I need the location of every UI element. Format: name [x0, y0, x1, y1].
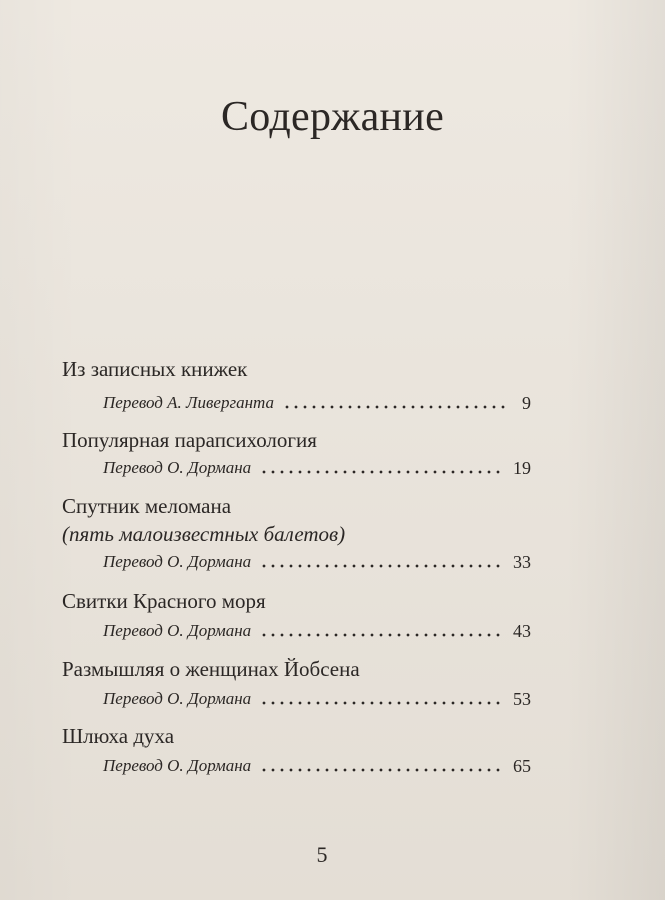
toc-entry-title: Популярная парапсихология [62, 428, 317, 452]
toc-entry-page-number: 9 [522, 393, 531, 413]
toc-entry-translator: Перевод О. Дормана [103, 621, 252, 640]
toc-entry-title: Размышляя о женщинах Йобсена [62, 657, 360, 681]
toc-entry-translator-line [103, 551, 531, 573]
toc-entry-translator-line [103, 457, 531, 479]
toc-entry-translator: Перевод А. Ливерганта [103, 393, 275, 412]
page-title: Содержание [220, 94, 445, 140]
toc-entry-page-number: 53 [513, 689, 531, 709]
dot-leader [262, 564, 501, 568]
toc-entry-page-number: 19 [513, 458, 531, 478]
toc-entry-page-number: 43 [513, 621, 531, 641]
toc-entry-title: Шлюха духа [62, 724, 175, 748]
toc-entry-page-number: 33 [513, 552, 531, 572]
toc-entry-subtitle: (пять малоизвестных балетов) [62, 522, 346, 546]
toc-entry-translator-line [103, 620, 531, 642]
dot-leader [262, 633, 501, 637]
toc-entry-translator-line [103, 755, 531, 777]
toc-entry-translator-line [103, 688, 531, 710]
dot-leader [285, 405, 510, 409]
page-folio: 5 [316, 842, 328, 867]
toc-entry-title: Из записных книжек [62, 357, 248, 381]
toc-entry-page-number: 65 [513, 756, 531, 776]
toc-entry-translator: Перевод О. Дормана [103, 689, 252, 708]
toc-entry-translator: Перевод О. Дормана [103, 458, 252, 477]
toc-entry-title: Спутник меломана [62, 494, 232, 518]
toc-entry-translator-line [103, 392, 531, 414]
toc-entry-translator: Перевод О. Дормана [103, 756, 252, 775]
toc-entry-translator: Перевод О. Дормана [103, 552, 252, 571]
dot-leader [262, 768, 501, 772]
toc-entry-title: Свитки Красного моря [62, 589, 266, 613]
dot-leader [262, 701, 501, 705]
dot-leader [262, 470, 501, 474]
